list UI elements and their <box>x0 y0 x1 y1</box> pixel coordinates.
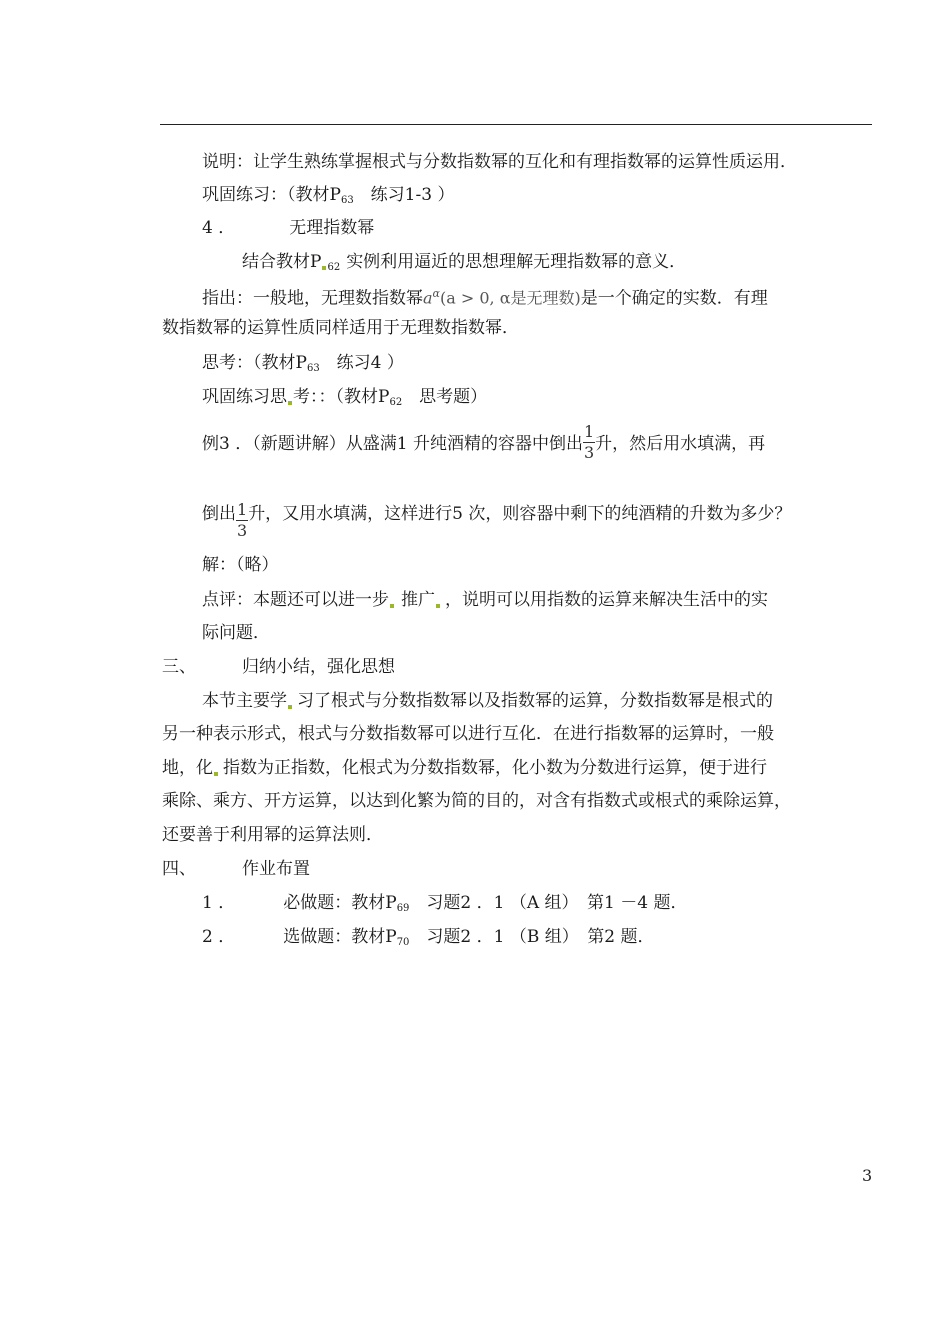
text: 际问题． <box>202 623 270 643</box>
marker <box>390 604 394 608</box>
paragraph-line <box>162 316 519 340</box>
item-number: 4 ． <box>202 218 236 238</box>
paragraph-line <box>202 183 454 213</box>
section-heading <box>162 857 310 881</box>
text: 倒出 <box>202 504 236 524</box>
math-exponent: α <box>432 287 440 300</box>
text: 选做题：教材P <box>283 927 397 947</box>
marker <box>436 604 440 608</box>
text: 另一种表示形式，根式与分数指数幂可以进行互化．在进行指数幂的运算时，一般 <box>162 724 774 744</box>
marker <box>288 401 292 405</box>
denominator: 3 <box>237 521 248 540</box>
fraction <box>236 500 248 541</box>
fraction <box>583 422 595 463</box>
paragraph-line <box>202 553 279 577</box>
subscript: 63 <box>306 363 320 374</box>
text: 巩固练习思 <box>202 387 287 407</box>
heading-text: 作业布置 <box>242 859 310 879</box>
paragraph-line <box>202 689 773 713</box>
text: 考：：（教材P <box>293 387 390 407</box>
header-rule <box>160 124 872 125</box>
item-number: 2 ． <box>202 927 236 947</box>
marker <box>214 772 218 776</box>
subscript: 62 <box>327 262 341 273</box>
section-number: 四、 <box>162 859 196 879</box>
heading-text: 无理指数幂 <box>289 218 375 238</box>
page-number: 3 <box>862 1166 873 1185</box>
text: 结合教材P <box>242 252 322 272</box>
text: 练习4 ） <box>319 353 404 373</box>
numerator: 1 <box>583 422 595 441</box>
text: 本节主要学 <box>202 691 287 711</box>
text: 指数为正指数，化根式为分数指数幂，化小数为分数进行运算，便于进行 <box>223 758 767 778</box>
paragraph-line <box>162 756 767 780</box>
subscript: 62 <box>389 397 403 408</box>
section-heading <box>162 655 395 679</box>
text: 习题2 ．1 （A 组） 第1 －4 题． <box>409 893 688 913</box>
text: 习题2 ．1 （B 组） 第2 题． <box>409 927 655 947</box>
subscript: 69 <box>396 903 410 914</box>
paragraph-line <box>202 588 768 612</box>
paragraph-line <box>202 494 792 540</box>
subscript: 70 <box>396 937 410 948</box>
text: 还要善于利用幂的运算法则． <box>162 825 383 845</box>
marker <box>288 705 292 709</box>
text: ，说明可以用指数的运算来解决生活中的实 <box>445 590 768 610</box>
text: 例3 ．（新题讲解）从盛满1 升纯酒精的容器中倒出 <box>202 434 583 454</box>
text: 点评：本题还可以进一步 <box>202 590 389 610</box>
paragraph-line <box>162 823 383 847</box>
paragraph-line <box>202 351 404 381</box>
text: 升，又用水填满，这样进行5 次，则容器中剩下的纯酒精的升数为多少？ <box>248 504 792 524</box>
text: 习了根式与分数指数幂以及指数幂的运算，分数指数幂是根式的 <box>297 691 773 711</box>
text: 练习1-3 ） <box>353 185 455 205</box>
paragraph-line <box>242 250 686 280</box>
math-condition: (a > 0, α是无理数) <box>439 288 581 308</box>
text: 数指数幂的运算性质同样适用于无理数指数幂． <box>162 318 519 338</box>
text: 是一个确定的实数．有理 <box>580 288 768 309</box>
text: 说明：让学生熟练掌握根式与分数指数幂的互化和有理指数幂的运算性质运用． <box>202 152 797 172</box>
numerator: 1 <box>237 500 248 519</box>
list-item <box>202 925 654 955</box>
text: 实例利用逼近的思想理解无理指数幂的意义． <box>346 252 687 272</box>
denominator: 3 <box>583 443 595 462</box>
text: 指出：一般地，无理数指数幂 <box>202 288 423 309</box>
item-number: 1 ． <box>202 893 236 913</box>
paragraph-line <box>202 385 487 415</box>
text: 思考题） <box>402 387 488 407</box>
list-item <box>202 891 687 921</box>
paragraph-line <box>202 424 765 465</box>
paragraph-line <box>162 789 791 813</box>
text: 升，然后用水填满，再 <box>595 434 766 454</box>
text: 必做题：教材P <box>283 893 397 913</box>
text: 解：（略） <box>202 555 279 575</box>
paragraph-line <box>202 621 270 645</box>
paragraph-line <box>202 282 768 311</box>
subscript: 63 <box>340 195 354 206</box>
text: 思考：（教材P <box>202 353 307 373</box>
text: 推广 <box>401 590 435 610</box>
heading-text: 归纳小结，强化思想 <box>242 657 395 677</box>
text: 地，化 <box>162 758 213 778</box>
paragraph-line <box>202 150 797 174</box>
section-heading <box>202 216 374 240</box>
section-number: 三、 <box>162 657 196 677</box>
text: 乘除、乘方、开方运算，以达到化繁为简的目的，对含有指数式或根式的乘除运算， <box>162 791 791 811</box>
paragraph-line <box>162 722 774 746</box>
marker <box>322 266 326 270</box>
text: 巩固练习：（教材P <box>202 185 341 205</box>
math-base: a <box>423 288 433 308</box>
